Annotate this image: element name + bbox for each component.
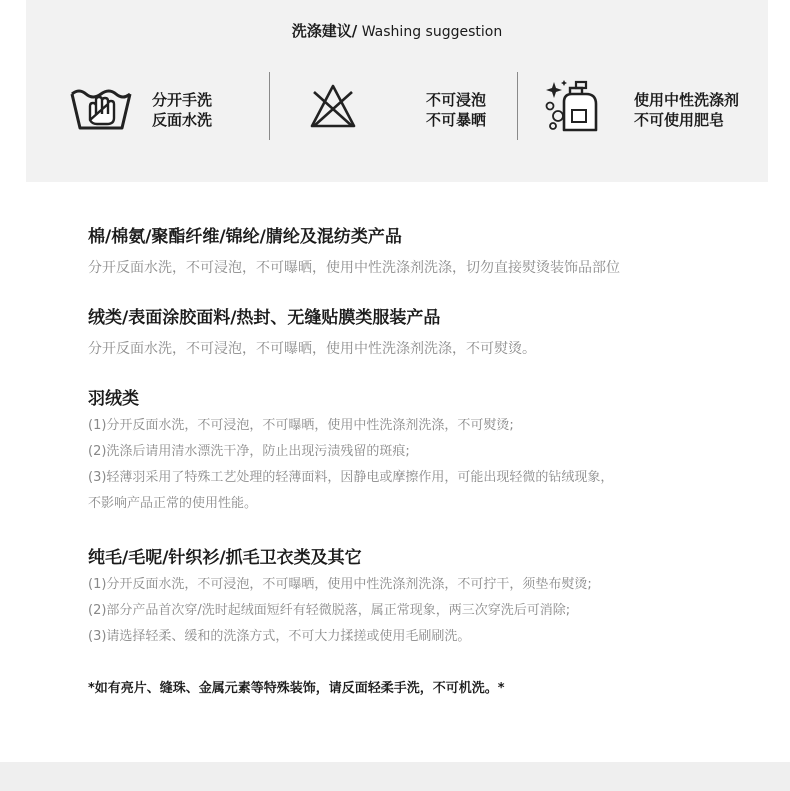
section-line: 不影响产品正常的使用性能。 [88, 496, 258, 511]
section-line: (1)分开反面水洗，不可浸泡，不可曝晒，使用中性洗涤剂洗涤，不可拧干，须垫布熨烫; [88, 577, 592, 592]
section-line: (2)洗涤后请用清水漂洗干净，防止出现污渍残留的斑痕; [88, 444, 410, 459]
divider [269, 72, 270, 140]
care-item-no-soak [308, 76, 508, 140]
section-title: 绒类/表面涂胶面料/热封、无缝贴膜类服装产品 [88, 308, 441, 328]
title-cn: 洗涤建议/ [291, 22, 358, 40]
section-fleece [88, 303, 536, 358]
section-line: (3)轻薄羽采用了特殊工艺处理的轻薄面料，因静电或摩擦作用，可能出现轻微的钻绒现象， [88, 470, 614, 485]
section-lines [88, 572, 592, 650]
section-body: 分开反面水洗，不可浸泡，不可曝晒，使用中性洗涤剂洗涤，不可熨烫。 [88, 341, 536, 357]
care-line: 分开手洗 [152, 91, 213, 109]
care-text-3 [634, 90, 739, 130]
section-lines [88, 413, 613, 517]
hand-wash-icon [70, 84, 132, 134]
section-line: (3)请选择轻柔、缓和的洗涤方式，不可大力揉搓或使用毛刷刷洗。 [88, 629, 471, 644]
care-line: 不可暴晒 [426, 111, 487, 129]
care-item-hand-wash [70, 76, 250, 140]
section-title: 羽绒类 [88, 389, 139, 409]
care-text-2 [426, 90, 486, 130]
section-body: 分开反面水洗，不可浸泡，不可曝晒，使用中性洗涤剂洗涤，切勿直接熨烫装饰品部位 [88, 260, 620, 276]
title-en: Washing suggestion [357, 24, 503, 40]
care-line: 使用中性洗涤剂 [634, 91, 740, 109]
section-cotton [88, 222, 620, 277]
care-text-1 [152, 90, 212, 130]
bottom-band [0, 762, 790, 791]
care-item-detergent [542, 76, 768, 140]
panel-title [26, 20, 768, 41]
care-line: 不可使用肥皂 [634, 111, 725, 129]
section-title: 棉/棉氨/聚酯纤维/锦纶/腈纶及混纺类产品 [88, 227, 402, 247]
section-title: 纯毛/毛呢/针织衫/抓毛卫衣类及其它 [88, 548, 362, 568]
detergent-icon [542, 76, 602, 136]
section-down [88, 384, 613, 517]
no-bleach-icon [308, 82, 358, 130]
care-line: 不可浸泡 [426, 91, 487, 109]
section-line: (1)分开反面水洗，不可浸泡，不可曝晒，使用中性洗涤剂洗涤，不可熨烫; [88, 418, 514, 433]
section-wool [88, 543, 592, 650]
special-decoration-note: *如有亮片、缝珠、金属元素等特殊装饰，请反面轻柔手洗，不可机洗。* [88, 681, 505, 696]
divider [517, 72, 518, 140]
section-line: (2)部分产品首次穿/洗时起绒面短纤有轻微脱落，属正常现象，两三次穿洗后可消除; [88, 603, 571, 618]
washing-suggestion-panel [26, 0, 768, 182]
care-line: 反面水洗 [152, 111, 213, 129]
